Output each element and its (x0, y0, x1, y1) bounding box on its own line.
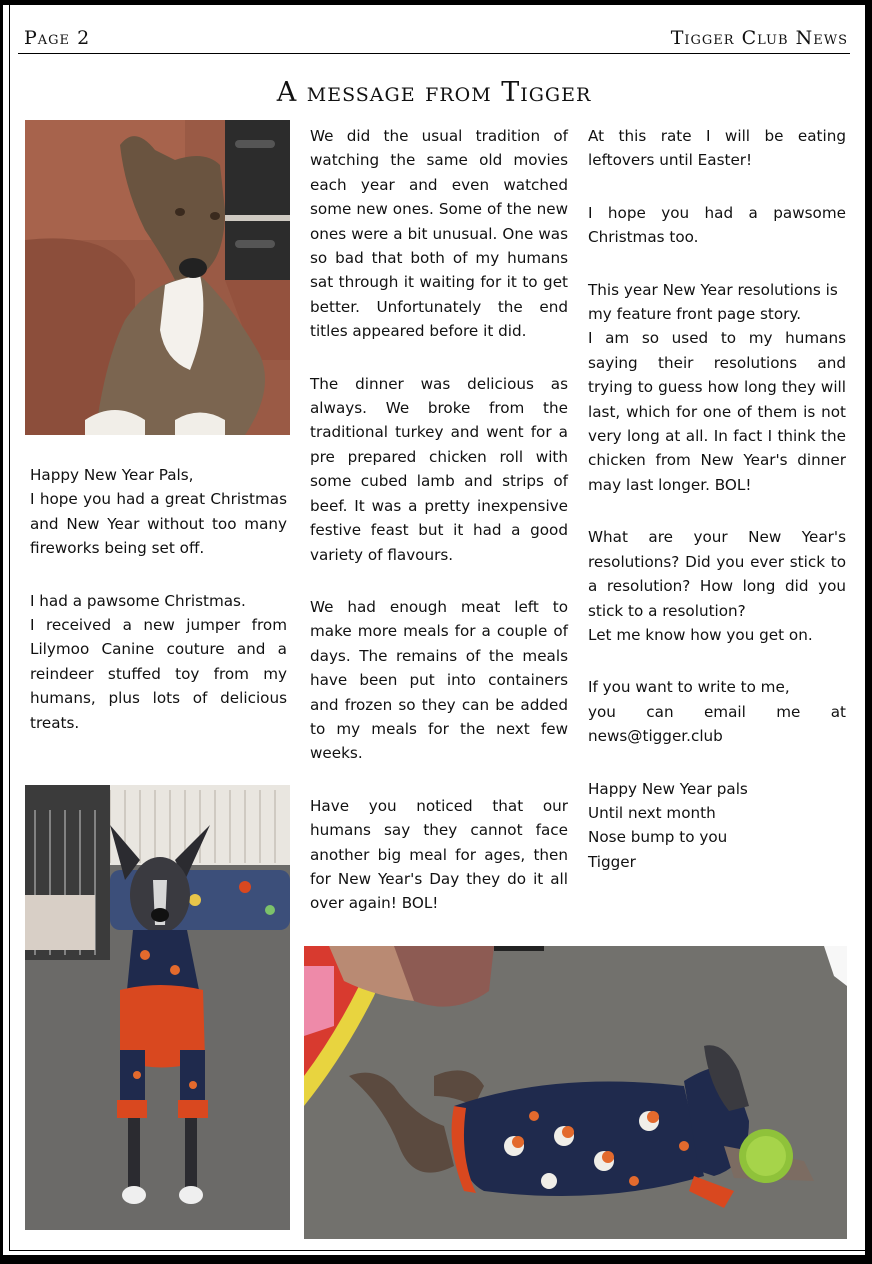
signoff-line: Until next month (588, 803, 716, 822)
page-number: Page 2 (24, 27, 91, 49)
paragraph: We had enough meat left to make more meals for a couple of days. The remains of the meals have been put into containers and frozen so they can be added to my meals for the next few weeks. (310, 597, 568, 763)
paragraph: We did the usual tradition of watching the same old movies each year and even watched some new ones. Some of the new ones were a bit unusual. One was so bad that both of my humans sat through it waiting for it to get better. Unfortunately the end titles appeared before it did. (310, 127, 568, 341)
paragraph: The dinner was delicious as always. We broke from the traditional turkey and went for a pre prepared chicken roll with some cubed lamb and strips of beef. It was a pretty inexpensive festive feast but it had a good variety of flavours. (310, 374, 568, 564)
dog-in-jumper-image-icon (25, 785, 290, 1230)
article-title: A message from Tigger (276, 77, 592, 108)
email-link[interactable]: news@tigger.club (588, 727, 723, 746)
signoff-signature: Tigger (588, 852, 636, 871)
article-column-3 (588, 124, 846, 874)
signoff (588, 777, 846, 875)
publication-name: Tigger Club News (670, 27, 848, 49)
paragraph: I hope you had a pawsome Christmas too. (588, 203, 846, 247)
newsletter-page (3, 5, 868, 1255)
paragraph: I am so used to my humans saying their resolutions and trying to guess how long they will last, which for one of them is not very long at all. In fact I think the chicken from New Year's dinner may last longer. BOL! (588, 329, 846, 494)
paragraph-line: If you want to write to me, (588, 678, 790, 697)
page-header (18, 23, 850, 54)
paragraph: What are your New Year's resolutions? Did you ever stick to a resolution? How long did you stick to a resolution? (588, 528, 846, 620)
paragraph-heading: This year New Year resolutions is my feature front page story. (588, 280, 838, 324)
photo-dog-lying-down (304, 946, 847, 1239)
paragraph-line: Let me know how you get on. (588, 625, 813, 644)
article-column-2 (310, 124, 568, 916)
paragraph: I hope you had a great Christmas and New Year without too many fireworks being set off. (30, 490, 287, 558)
photo-dog-on-sofa (25, 120, 290, 435)
paragraph: I received a new jumper from Lilymoo Canine couture and a reindeer stuffed toy from my humans, plus lots of delicious treats. (30, 616, 287, 732)
signoff-line: Nose bump to you (588, 828, 728, 847)
dog-lying-down-image-icon (304, 946, 847, 1239)
paragraph: Have you noticed that our humans say they cannot face another big meal for ages, then for New Year's Day they do it all over again! BOL! (310, 796, 568, 913)
signoff-line: Happy New Year pals (588, 779, 748, 798)
article-column-1 (30, 463, 287, 735)
paragraph-line: you can email me at (588, 702, 846, 721)
paragraph: At this rate I will be eating leftovers until Easter! (588, 127, 846, 170)
dog-on-sofa-image-icon (25, 120, 290, 435)
greeting: Happy New Year Pals, (30, 466, 194, 484)
photo-dog-in-jumper (25, 785, 290, 1230)
paragraph-heading: I had a pawsome Christmas. (30, 591, 246, 610)
